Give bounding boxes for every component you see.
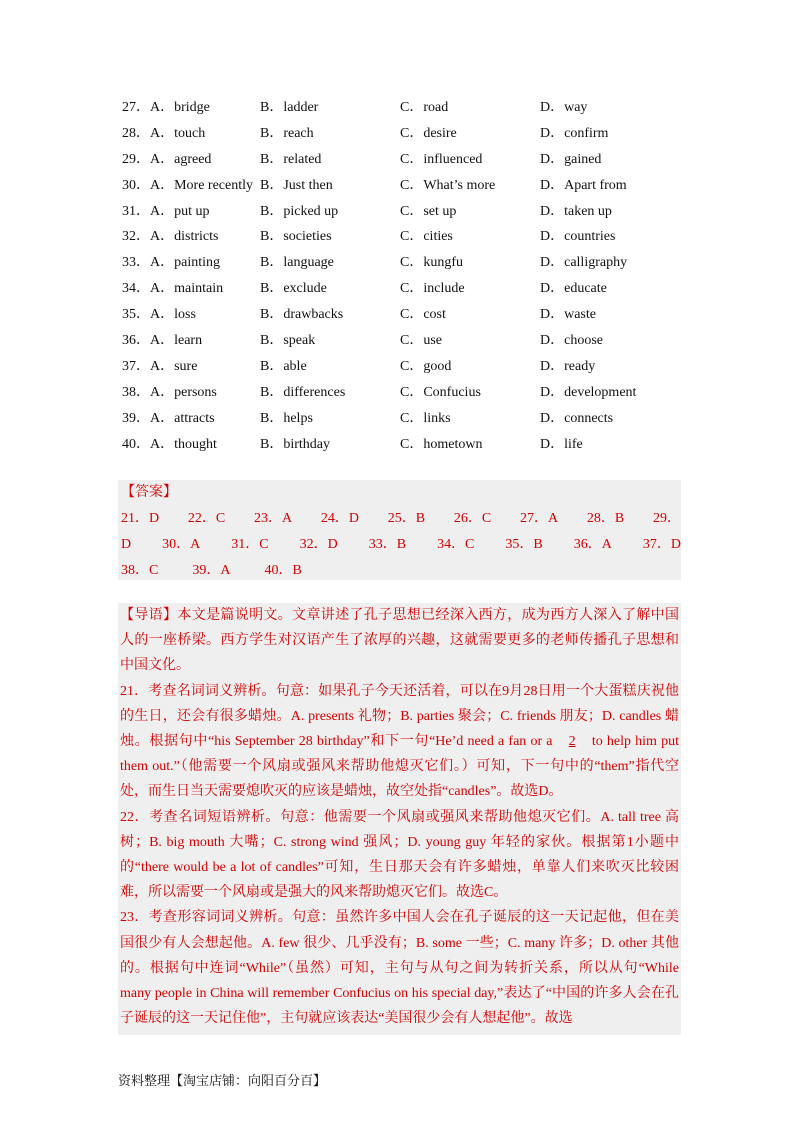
- option-c: C．cities: [400, 229, 453, 245]
- option-row: [122, 380, 682, 406]
- option-n: 38．A．persons: [122, 384, 217, 400]
- option-row: [122, 276, 682, 302]
- answer-row-3: [118, 558, 681, 584]
- option-b: B．able: [260, 358, 307, 374]
- option-b: B．reach: [260, 125, 314, 141]
- option-n: 37．A．sure: [122, 358, 198, 374]
- option-d: D．Apart from: [540, 177, 627, 193]
- option-b: B．exclude: [260, 281, 327, 297]
- option-c: C．Confucius: [400, 384, 481, 400]
- option-row: [122, 199, 682, 225]
- answer-item: 32．D: [299, 537, 338, 552]
- answer-item: 24．D: [320, 511, 360, 526]
- option-n: 33．A．painting: [122, 255, 220, 271]
- option-c: C．cost: [400, 307, 446, 323]
- answer-block: [118, 480, 681, 580]
- answer-item: 30．A: [162, 537, 201, 552]
- option-c: C．hometown: [400, 436, 483, 452]
- option-b: B．societies: [260, 229, 332, 245]
- option-n: 32．A．districts: [122, 229, 219, 245]
- option-c: C．include: [400, 281, 465, 297]
- explanation-21-part2: to help him put them out.”（他需要一个风扇或强风来帮助他熄灭它们。）可知，下一句中的“them”指代空处，而生日当天需要熄吹灭的应该是蜡烛，故空处指“candles”。故选D。: [120, 734, 679, 800]
- option-row: [122, 173, 682, 199]
- guide-paragraph: 【导语】本文是篇说明文。文章讲述了孔子思想已经深入西方，成为西方人深入了解中国人的一座桥梁。西方学生对汉语产生了浓厚的兴趣，这就需要更多的老师传播孔子思想和中国文化。: [120, 608, 679, 674]
- option-c: C．road: [400, 100, 449, 115]
- option-d: D．educate: [540, 281, 607, 297]
- answer-row-1: [118, 506, 681, 532]
- option-d: D．calligraphy: [540, 255, 628, 271]
- answer-item: 31．C: [231, 537, 269, 552]
- option-row: [122, 224, 682, 250]
- option-d: D．confirm: [540, 125, 609, 141]
- option-row: [122, 147, 682, 173]
- explanation-block: [118, 603, 681, 1035]
- answer-header: 【答案】: [121, 485, 177, 500]
- option-b: B．helps: [260, 410, 313, 426]
- option-d: D．ready: [540, 358, 596, 374]
- options-list: [122, 95, 682, 457]
- option-c: C．links: [400, 410, 451, 426]
- option-b: B．Just then: [260, 177, 333, 193]
- option-n: 34．A．maintain: [122, 281, 224, 297]
- option-c: C．set up: [400, 203, 457, 219]
- option-c: C．What’s more: [400, 177, 496, 193]
- option-n: 28．A．touch: [122, 125, 206, 141]
- option-c: C．good: [400, 358, 452, 374]
- option-b: B．drawbacks: [260, 307, 344, 323]
- answer-item: 36．A: [573, 537, 612, 552]
- answer-item: 22．C: [187, 511, 226, 526]
- option-n: 36．A．learn: [122, 333, 203, 349]
- answer-item: 34．C: [437, 537, 475, 552]
- option-d: D．waste: [540, 307, 596, 323]
- answer-item: 40．B: [264, 563, 302, 578]
- blank-2: 2: [568, 734, 576, 750]
- option-d: D．taken up: [540, 203, 612, 219]
- option-b: B．related: [260, 151, 322, 167]
- option-n: 31．A．put up: [122, 203, 210, 219]
- option-b: B．differences: [260, 384, 346, 400]
- option-d: D．development: [540, 384, 637, 400]
- option-b: B．language: [260, 255, 334, 271]
- option-row: [122, 354, 682, 380]
- option-row: [122, 250, 682, 276]
- option-c: C．influenced: [400, 151, 483, 167]
- option-c: C．desire: [400, 125, 457, 141]
- option-d: D．gained: [540, 151, 602, 167]
- option-n: 27．A．bridge: [122, 100, 210, 115]
- answer-item: 26．C: [453, 511, 492, 526]
- option-row: [122, 302, 682, 328]
- explanation-21-part1: 21．考查名词词义辨析。句意：如果孔子今天还活着，可以在9月28日用一个大蛋糕庆祝他的生日，还会有很多蜡烛。A. presents 礼物；B. parties 聚会；C. friends 朋友；D. candles 蜡烛。根据句中“his September 28 birthday”和下一句“He’d need a fan or a: [120, 683, 679, 750]
- option-row: [122, 432, 682, 458]
- option-row: [122, 95, 682, 121]
- answer-item: 27．A: [520, 511, 559, 526]
- answer-item: 38．C: [121, 563, 159, 578]
- option-row: [122, 406, 682, 432]
- answer-item: 23．A: [254, 511, 293, 526]
- option-b: B．picked up: [260, 203, 339, 219]
- answer-item: 37．D: [642, 537, 681, 552]
- footer-source: 资料整理【淘宝店铺：向阳百分百】: [118, 1074, 327, 1089]
- option-row: [122, 328, 682, 354]
- option-n: 39．A．attracts: [122, 410, 215, 426]
- answer-row-2: [118, 532, 681, 558]
- answer-item: 28．B: [586, 511, 625, 526]
- answer-item: 29．: [653, 511, 681, 526]
- option-c: C．use: [400, 333, 442, 349]
- option-d: D．life: [540, 436, 583, 452]
- option-b: B．ladder: [260, 100, 319, 115]
- answer-item: 35．B: [505, 537, 543, 552]
- option-n: 35．A．loss: [122, 307, 196, 323]
- option-n: 30．A．More recently: [122, 177, 254, 193]
- explanation-21: [118, 679, 681, 805]
- option-n: 29．A．agreed: [122, 151, 212, 167]
- answer-item: 33．B: [368, 537, 407, 552]
- option-b: B．birthday: [260, 436, 330, 452]
- option-d: D．connects: [540, 410, 614, 426]
- option-d: D．way: [540, 100, 588, 115]
- option-b: B．speak: [260, 333, 316, 349]
- answer-item: 21．D: [121, 511, 160, 526]
- answer-item: D: [121, 537, 132, 552]
- option-row: [122, 121, 682, 147]
- explanation-22: 22．考查名词短语辨析。句意：他需要一个风扇或强风来帮助他熄灭它们。A. tall tree 高树；B. big mouth 大嘴；C. strong wind 强风；D. young guy 年轻的家伙。根据第1小题中的“there would be a lot of candles”可知，生日那天会有许多蜡烛，单靠人们来吹灭比较困难，所以需要一个风扇或是强大的风来帮助熄灭它们。故选C。: [120, 809, 679, 901]
- answer-item: 25．B: [387, 511, 426, 526]
- option-d: D．choose: [540, 333, 603, 349]
- explanation-23: 23．考查形容词词义辨析。句意：虽然许多中国人会在孔子诞辰的这一天记起他，但在美国很少有人会想起他。A. few 很少、几乎没有；B. some 一些；C. many 许多；D. other 其他的。根据句中连词“While”（虽然）可知，主句与从句之间为转折关系，所以从句“While many people in China will remember Confucius on his special day,”表达了“中国的许多人会在孔子诞辰的这一天记住他”，主句就应该表达“美国很少会有人想起他”。故选: [120, 910, 679, 1027]
- option-d: D．countries: [540, 229, 616, 245]
- answer-item: 39．A: [192, 563, 231, 578]
- option-n: 40．A．thought: [122, 436, 217, 452]
- option-c: C．kungfu: [400, 255, 463, 271]
